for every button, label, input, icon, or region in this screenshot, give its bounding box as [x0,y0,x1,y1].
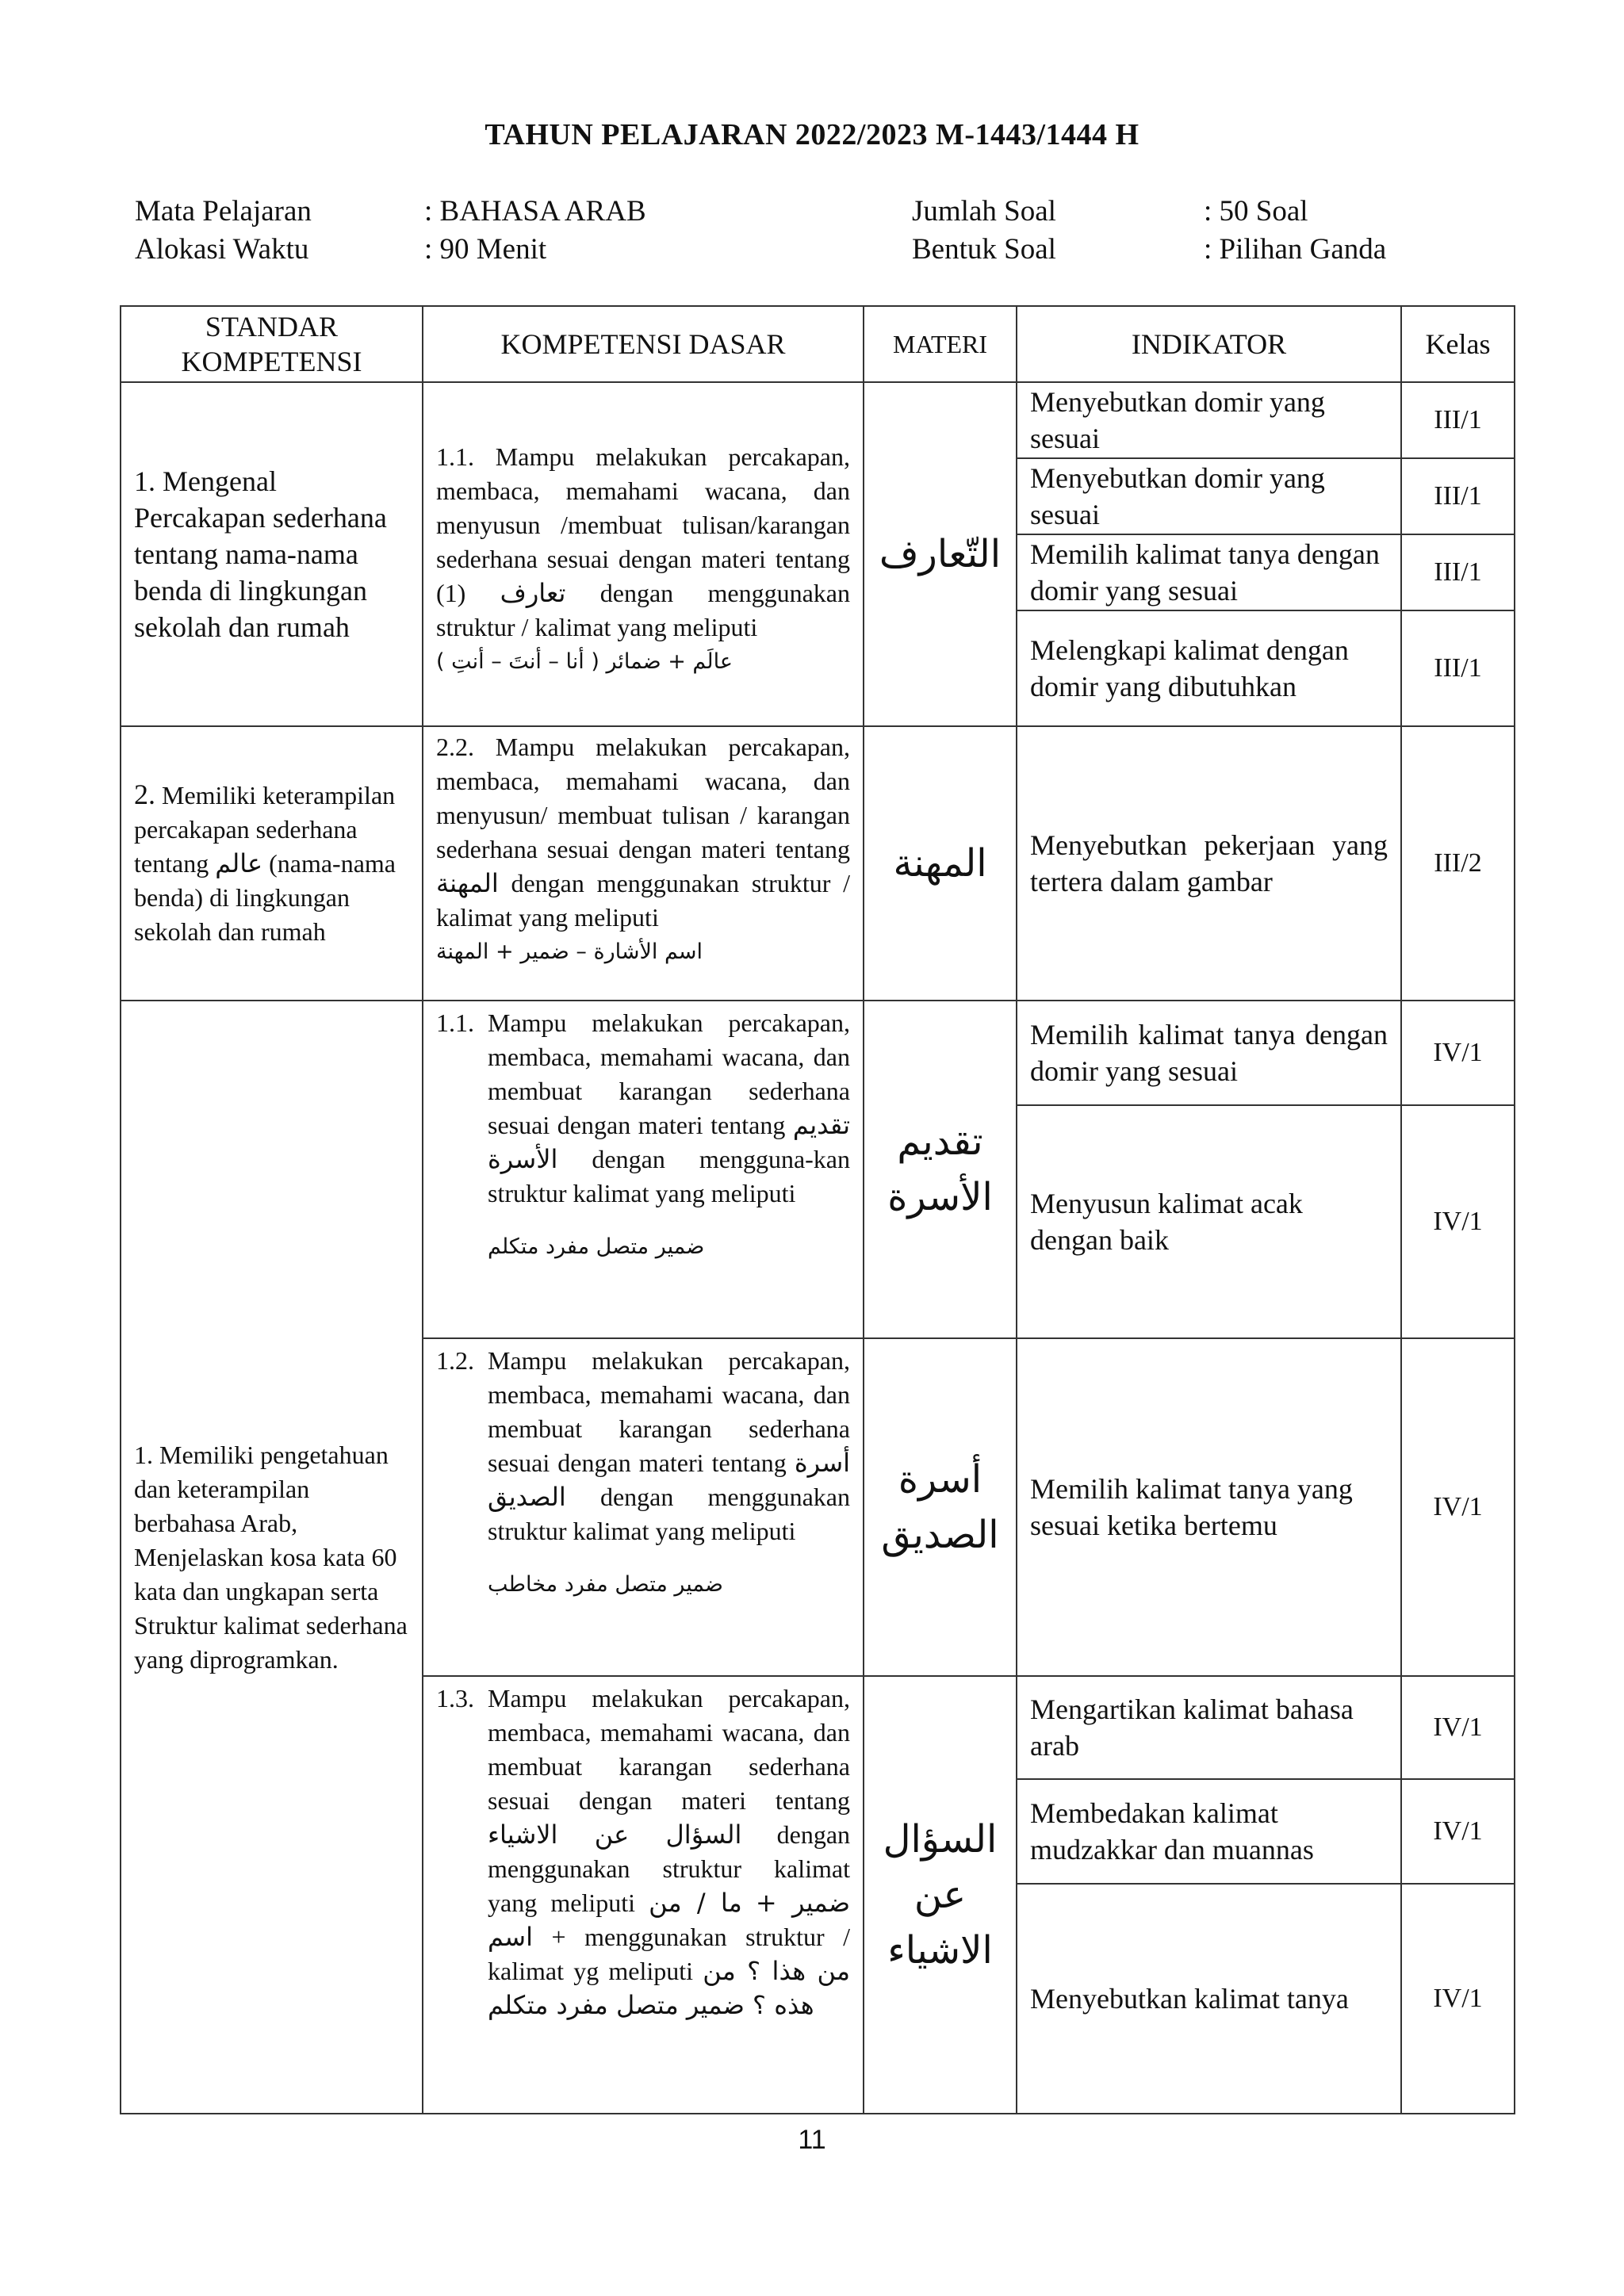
kompetensi-dasar-cell [423,1001,864,1338]
kd-text: dengan menggunakan struktur / kalimat yang meliputi [436,578,851,641]
mapel-value: : BAHASA ARAB [424,195,646,228]
indikator-cell: Menyebutkan pekerjaan yang tertera dalam gambar [1017,726,1401,1001]
indikator-cell: Memilih kalimat tanya yang sesuai ketika bertemu [1017,1338,1401,1676]
kelas-cell: IV/1 [1401,1338,1515,1676]
kd-number: 1.1. [436,1008,474,1037]
kd-text: Mampu melakukan percakapan, membaca, memahami wacana, dan membuat karangan sederhana sesuai dengan materi tentang [488,1684,850,1815]
kd-arabic-structure: اسم الأشارة – ضمير + المهنة [436,939,703,964]
indikator-cell: Mengartikan kalimat bahasa arab [1017,1676,1401,1779]
bentuk-soal-label: Bentuk Soal [912,233,1056,266]
kd-arabic-term: السؤال عن الاشياء [488,1820,742,1850]
indikator-cell: Menyebutkan domir yang sesuai [1017,458,1401,534]
kelas-cell: IV/1 [1401,1105,1515,1338]
kd-arabic-term: ما / من [649,1888,742,1918]
standar-kompetensi-cell [121,726,423,1001]
materi-cell: أسرة الصديق [864,1338,1017,1676]
jumlah-soal-label: Jumlah Soal [912,195,1056,228]
waktu-value: : 90 Menit [424,233,547,266]
kd-arabic-term: تقديم الأسرة [488,1110,850,1174]
kd-arabic-structure: عالَم + ضمائر ( أنا – أنتَ – أنتِ ) [436,649,733,674]
table-row [121,726,1515,1001]
header-kelas: Kelas [1401,306,1515,382]
kelas-cell: IV/1 [1401,1676,1515,1779]
indikator-cell: Melengkapi kalimat dengan domir yang dibutuhkan [1017,610,1401,726]
kelas-cell: III/1 [1401,382,1515,458]
kd-text: Mampu melakukan percakapan, membaca, memahami wacana, dan membuat karangan sederhana sesuai dengan materi tentang [488,1346,850,1477]
kd-arabic-term: تعارف [500,577,566,608]
jumlah-soal-value: : 50 Soal [1204,195,1308,228]
kelas-cell: III/2 [1401,726,1515,1001]
kd-arabic-structure: ضمير متصل مفرد متكلم [488,1234,705,1259]
kd-arabic-structure: ضمير متصل مفرد مخاطب [488,1572,723,1597]
sk-text: Memiliki keterampilan percakapan sederhana tentang [134,781,396,878]
kd-text: 1.1. Mampu melakukan percakapan, membaca, memahami wacana, dan menyusun /membuat tulisan/karangan sederhana sesuai dengan materi tentang (1) [436,442,850,607]
sk-arabic-term: عالم [215,848,263,878]
table-row [121,382,1515,458]
kd-arabic-term: ضمير + اسم [488,1888,850,1952]
kompetensi-dasar-cell [423,726,864,1001]
header-standar-kompetensi: STANDAR KOMPETENSI [121,306,423,382]
indikator-cell: Menyebutkan kalimat tanya [1017,1884,1401,2114]
kd-text: Mampu melakukan percakapan, membaca, memahami wacana, dan membuat karangan sederhana sesuai dengan materi tentang [488,1008,850,1139]
waktu-label: Alokasi Waktu [135,233,309,266]
kd-arabic-term: أسرة الصديق [488,1448,851,1512]
table-header-row [121,306,1515,382]
bentuk-soal-value: : Pilihan Ganda [1204,233,1387,266]
indikator-cell: Memilih kalimat tanya dengan domir yang sesuai [1017,1001,1401,1105]
kelas-cell: III/1 [1401,534,1515,610]
kd-text: dengan menggunakan struktur kalimat yang meliputi [488,1483,850,1545]
document-title: TAHUN PELAJARAN 2022/2023 M-1443/1444 H [485,118,1139,151]
kd-text: dengan mengguna-kan struktur kalimat yang meliputi [488,1145,850,1207]
kelas-cell: IV/1 [1401,1779,1515,1884]
header-materi: MATERI [864,306,1017,382]
kd-text: + menggunakan struktur / kalimat yg meliputi [488,1923,851,1985]
kd-number: 1.3. [436,1684,474,1712]
table-row [121,1001,1515,1105]
kompetensi-dasar-cell [423,1338,864,1676]
indikator-cell: Menyebutkan domir yang sesuai [1017,382,1401,458]
kompetensi-dasar-cell [423,382,864,726]
sk-number: 2. [134,779,155,810]
indikator-cell: Membedakan kalimat mudzakkar dan muannas [1017,1779,1401,1884]
materi-cell: التّعارف [864,382,1017,726]
standar-kompetensi-cell: 1. Memiliki pengetahuan dan keterampilan berbahasa Arab, Menjelaskan kosa kata 60 kata dan ungkapan serta Struktur kalimat sederhana yang diprogramkan. [121,1001,423,2114]
kelas-cell: III/1 [1401,610,1515,726]
kelas-cell: III/1 [1401,458,1515,534]
kompetensi-dasar-cell [423,1676,864,2114]
indikator-cell: Menyusun kalimat acak dengan baik [1017,1105,1401,1338]
materi-cell: تقديم الأسرة [864,1001,1017,1338]
header-indikator: INDIKATOR [1017,306,1401,382]
kelas-cell: IV/1 [1401,1884,1515,2114]
header-kompetensi-dasar: KOMPETENSI DASAR [423,306,864,382]
kd-number: 1.2. [436,1346,474,1375]
kd-text: 2.2. Mampu melakukan percakapan, membaca, memahami wacana, dan menyusun/ membuat tulisan / karangan sederhana sesuai dengan materi tentang [436,733,850,863]
indikator-cell: Memilih kalimat tanya dengan domir yang sesuai [1017,534,1401,610]
mapel-label: Mata Pelajaran [135,195,312,228]
kisi-kisi-table [120,305,1515,2114]
kelas-cell: IV/1 [1401,1001,1515,1105]
sk-text: (nama-nama benda) di lingkungan sekolah dan rumah [134,849,396,946]
standar-kompetensi-cell: 1. Mengenal Percakapan sederhana tentang nama-nama benda di lingkungan sekolah dan rumah [121,382,423,726]
kd-text: dengan menggunakan struktur / kalimat yang meliputi [436,869,851,932]
materi-cell: السؤال عن الاشياء [864,1676,1017,2114]
kd-arabic-structure: من هذا ؟ من هذه ؟ ضمير متصل مفرد متكلم [488,1956,850,2020]
page-number: 11 [798,2125,826,2155]
kd-text: dengan menggunakan struktur kalimat yang meliputi [488,1820,851,1917]
kd-arabic-term: المهنة [436,868,499,898]
materi-cell: المهنة [864,726,1017,1001]
